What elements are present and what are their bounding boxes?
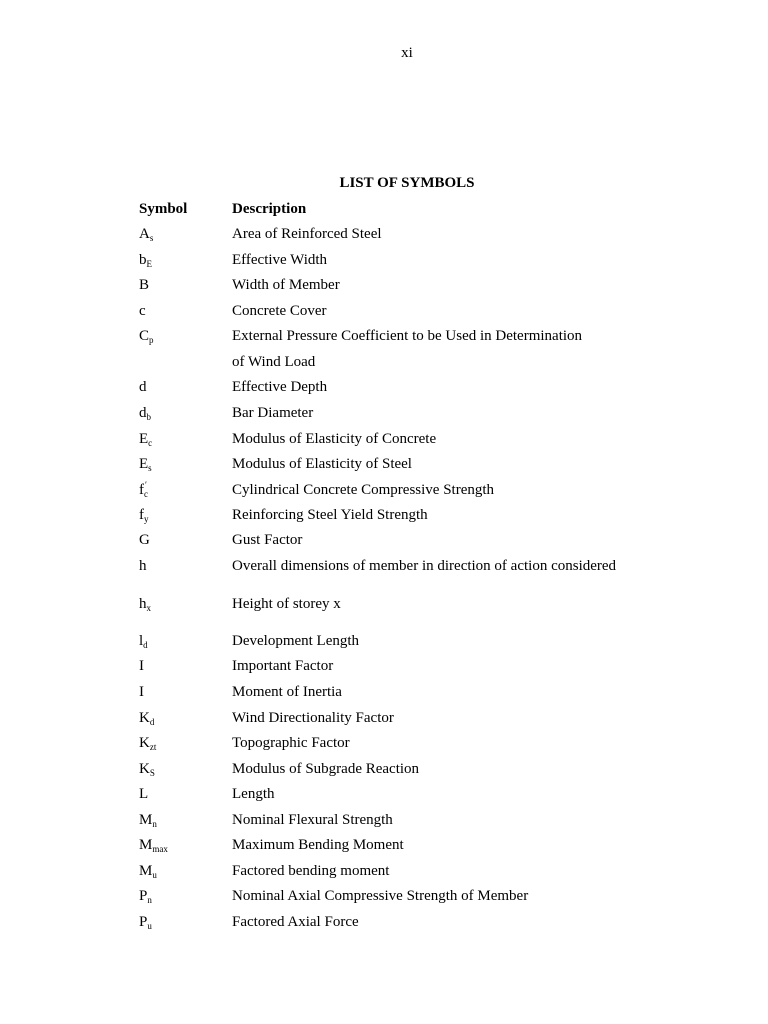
symbol-description: Reinforcing Steel Yield Strength — [232, 507, 428, 523]
symbol-description: Nominal Flexural Strength — [232, 812, 393, 828]
symbol-base: d — [139, 379, 147, 395]
symbol-base: I — [139, 658, 144, 674]
symbol-description: Factored Axial Force — [232, 914, 359, 930]
symbol-cell — [139, 454, 229, 475]
symbol-description: Nominal Axial Compressive Strength of Member — [232, 888, 529, 904]
symbol-base: M — [139, 837, 153, 853]
symbol-description: Development Length — [232, 633, 360, 649]
symbol-cell — [139, 377, 229, 398]
symbol-description: Modulus of Elasticity of Concrete — [232, 431, 437, 447]
header-description: Description — [232, 201, 307, 217]
symbol-cell — [139, 810, 229, 831]
symbol-subscript: d — [143, 640, 148, 650]
symbol-subscript: x — [146, 603, 151, 613]
symbol-cell — [139, 556, 229, 577]
symbol-subscript: s — [148, 463, 152, 473]
symbol-subscript: s — [149, 233, 154, 243]
symbol-cell — [139, 912, 229, 933]
symbol-base: L — [139, 786, 149, 802]
symbol-subscript: u — [152, 870, 157, 880]
symbol-base: d — [139, 405, 147, 421]
symbol-subscript: n — [147, 895, 152, 905]
symbol-cell — [139, 275, 229, 296]
symbol-cell — [139, 530, 229, 551]
symbol-description: Concrete Cover — [232, 303, 327, 319]
symbol-description: Bar Diameter — [232, 405, 314, 421]
symbol-cell — [139, 861, 229, 882]
symbol-subscript: u — [147, 921, 152, 931]
symbol-cell — [139, 682, 229, 703]
symbol-description: Height of storey x — [232, 596, 341, 612]
symbol-description: Width of Member — [232, 277, 340, 293]
symbol-cell — [139, 505, 229, 526]
symbol-base: P — [139, 888, 148, 904]
symbol-description: Wind Directionality Factor — [232, 710, 394, 726]
symbol-description: of Wind Load — [232, 354, 316, 370]
symbol-base: K — [139, 761, 150, 777]
symbol-subscript: c — [148, 438, 153, 448]
symbol-base: h — [139, 558, 147, 574]
symbol-description: Important Factor — [232, 658, 334, 674]
symbol-subscript: S — [149, 768, 155, 778]
symbol-base: M — [139, 863, 153, 879]
symbol-description: Effective Width — [232, 252, 328, 268]
symbol-cell — [139, 886, 229, 907]
symbol-base: C — [139, 328, 150, 344]
symbol-cell — [139, 594, 229, 615]
symbol-cell — [139, 631, 229, 652]
symbol-base: K — [139, 735, 150, 751]
symbol-base: f — [139, 507, 144, 523]
symbol-superscript: ′ — [145, 480, 147, 490]
symbol-base: b — [139, 252, 147, 268]
symbol-description: Cylindrical Concrete Compressive Strength — [232, 482, 495, 498]
symbol-cell — [139, 708, 229, 729]
symbol-cell — [139, 224, 229, 245]
symbol-cell — [139, 759, 229, 780]
symbol-base: I — [139, 684, 144, 700]
symbol-subscript: max — [152, 844, 168, 854]
page-number: xi — [401, 45, 413, 61]
symbol-description: Length — [232, 786, 275, 802]
symbol-description: Area of Reinforced Steel — [232, 226, 382, 242]
symbol-cell — [139, 733, 229, 754]
symbol-description: Gust Factor — [232, 532, 303, 548]
symbol-base: E — [139, 456, 149, 472]
symbol-cell — [139, 403, 229, 424]
symbol-subscript: y — [144, 514, 149, 524]
symbol-subscript: zt — [149, 742, 157, 752]
symbol-description: Overall dimensions of member in direction of action considered — [232, 558, 617, 574]
symbol-base: h — [139, 596, 147, 612]
symbol-base: l — [139, 633, 144, 649]
symbol-cell — [139, 835, 229, 856]
symbol-cell — [139, 326, 229, 347]
symbol-subscript: c — [144, 489, 148, 499]
symbol-base: f — [139, 482, 144, 498]
symbol-cell — [139, 301, 229, 322]
symbol-subscript: b — [146, 412, 151, 422]
symbol-base: A — [139, 226, 150, 242]
symbol-cell — [139, 784, 229, 805]
page-title: LIST OF SYMBOLS — [339, 175, 475, 191]
symbol-cell — [139, 250, 229, 271]
symbol-base: c — [139, 303, 146, 319]
symbol-base: G — [139, 532, 150, 548]
symbol-cell — [139, 480, 229, 501]
symbol-subscript: n — [152, 819, 157, 829]
symbol-description: Maximum Bending Moment — [232, 837, 404, 853]
symbol-cell — [139, 429, 229, 450]
symbol-description: Effective Depth — [232, 379, 328, 395]
symbol-base: K — [139, 710, 150, 726]
symbol-description: Modulus of Subgrade Reaction — [232, 761, 420, 777]
symbol-description: External Pressure Coefficient to be Used in Determination — [232, 328, 583, 344]
symbol-base: B — [139, 277, 150, 293]
symbol-subscript: d — [149, 717, 155, 727]
symbol-base: M — [139, 812, 153, 828]
symbol-cell — [139, 656, 229, 677]
symbol-subscript: p — [149, 335, 154, 345]
header-symbol: Symbol — [139, 201, 188, 217]
symbol-description: Modulus of Elasticity of Steel — [232, 456, 412, 472]
symbol-description: Topographic Factor — [232, 735, 350, 751]
symbol-base: P — [139, 914, 148, 930]
symbol-description: Factored bending moment — [232, 863, 390, 879]
symbol-subscript: E — [146, 259, 152, 269]
symbol-base: E — [139, 431, 149, 447]
symbol-description: Moment of Inertia — [232, 684, 342, 700]
